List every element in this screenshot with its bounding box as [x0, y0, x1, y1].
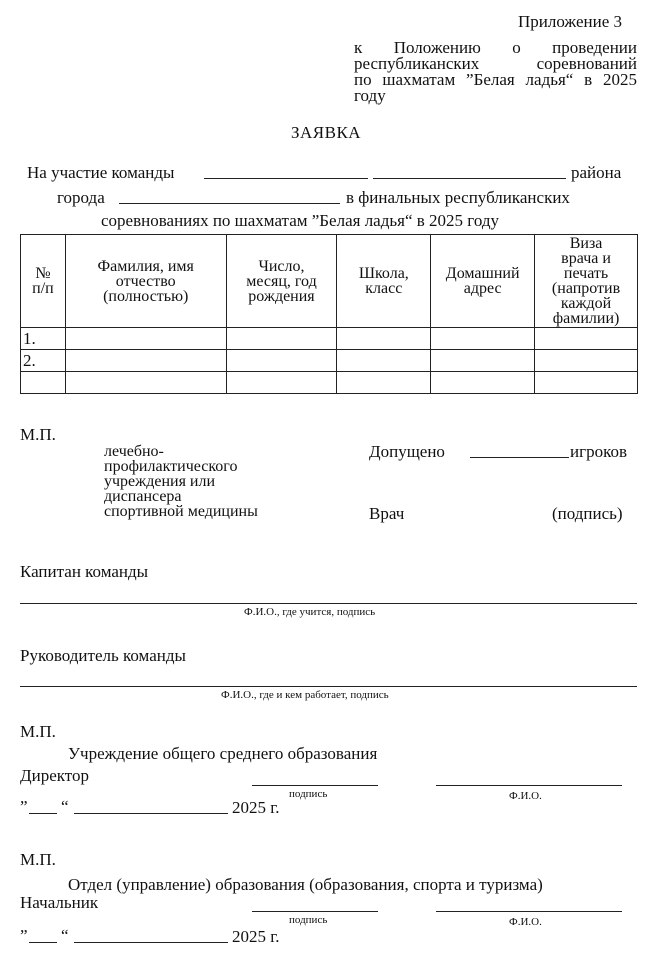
- date-open-quote: ”: [20, 926, 28, 945]
- table-cell[interactable]: [226, 350, 337, 372]
- department-year-label: 2025 г.: [232, 927, 280, 946]
- department-head-label: Начальник: [20, 893, 99, 912]
- captain-label: Капитан команды: [20, 562, 149, 581]
- head-name-caption: Ф.И.О.: [509, 916, 542, 928]
- director-signature-caption: подпись: [289, 788, 328, 800]
- appendix-ref-line: году: [354, 86, 386, 105]
- leader-label: Руководитель команды: [20, 646, 186, 665]
- doctor-label: Врач: [369, 504, 405, 523]
- admitted-label: Допущено: [369, 442, 445, 461]
- table-cell[interactable]: [535, 372, 638, 394]
- players-label: игроков: [570, 442, 627, 461]
- table-header-row: [21, 235, 638, 328]
- head-signature-line[interactable]: [252, 911, 378, 912]
- intro-district-label: района: [571, 163, 622, 182]
- director-name-caption: Ф.И.О.: [509, 790, 542, 802]
- leader-caption: Ф.И.О., где и кем работает, подпись: [221, 689, 389, 701]
- district-line[interactable]: [373, 178, 566, 179]
- table-cell[interactable]: [431, 328, 535, 350]
- intro-final-text: в финальных республиканских: [346, 188, 570, 207]
- director-signature-line[interactable]: [252, 785, 378, 786]
- table-cell[interactable]: [337, 372, 431, 394]
- appendix-ref-line: республиканских соревнований: [354, 54, 637, 73]
- table-cell-number: [21, 372, 66, 394]
- intro-team-label: На участие команды: [27, 163, 175, 182]
- school-year-label: 2025 г.: [232, 798, 280, 817]
- table-cell[interactable]: [431, 350, 535, 372]
- stamp-place-department: М.П.: [20, 850, 56, 869]
- school-director-label: Директор: [20, 766, 89, 785]
- table-row: [21, 350, 638, 372]
- table-cell[interactable]: [535, 350, 638, 372]
- table-cell[interactable]: [65, 372, 226, 394]
- head-name-line[interactable]: [436, 911, 622, 912]
- participants-table: [20, 234, 638, 394]
- table-row: [21, 328, 638, 350]
- date-open-quote: ”: [20, 797, 28, 816]
- date-close-quote: “: [61, 926, 69, 945]
- appendix-label: Приложение 3: [518, 12, 622, 31]
- stamp-place-medical: М.П.: [20, 425, 56, 444]
- intro-city-label: города: [57, 188, 105, 207]
- team-name-line[interactable]: [204, 178, 368, 179]
- header-full-name: Фамилия, имя отчество (полностью): [65, 235, 226, 328]
- appendix-ref-line: к Положению о проведении: [354, 38, 637, 57]
- school-institution-label: Учреждение общего среднего образования: [68, 744, 378, 763]
- header-school-class: Школа, класс: [337, 235, 431, 328]
- document-title: ЗАЯВКА: [291, 123, 362, 142]
- table-cell[interactable]: [337, 328, 431, 350]
- header-doctor-visa: Виза врача и печать (напротив каждой фамилии): [535, 235, 638, 328]
- table-cell[interactable]: [337, 350, 431, 372]
- date-month-line[interactable]: [74, 813, 228, 814]
- director-name-line[interactable]: [436, 785, 622, 786]
- head-signature-caption: подпись: [289, 914, 328, 926]
- table-row: [21, 372, 638, 394]
- date-day-line[interactable]: [29, 813, 57, 814]
- table-cell[interactable]: [65, 350, 226, 372]
- header-birth-date: Число, месяц, год рождения: [226, 235, 337, 328]
- table-cell[interactable]: [535, 328, 638, 350]
- appendix-ref-line: по шахматам ”Белая ладья“ в 2025: [354, 70, 637, 89]
- stamp-place-school: М.П.: [20, 722, 56, 741]
- header-home-address: Домашний адрес: [431, 235, 535, 328]
- city-line[interactable]: [119, 203, 340, 204]
- table-cell[interactable]: [226, 372, 337, 394]
- appendix-reference: [354, 40, 637, 104]
- table-cell[interactable]: [226, 328, 337, 350]
- date-close-quote: “: [61, 797, 69, 816]
- table-cell-number: 1.: [21, 328, 66, 350]
- captain-line[interactable]: [20, 603, 637, 604]
- captain-caption: Ф.И.О., где учится, подпись: [244, 606, 376, 618]
- leader-line[interactable]: [20, 686, 637, 687]
- table-cell-number: 2.: [21, 350, 66, 372]
- table-cell[interactable]: [65, 328, 226, 350]
- date-day-line[interactable]: [29, 942, 57, 943]
- medical-institution-label: лечебно- профилактического учреждения или диспансера спортивной медицины: [104, 443, 258, 520]
- admitted-count-line[interactable]: [470, 457, 569, 458]
- date-month-line[interactable]: [74, 942, 228, 943]
- intro-competition-text: соревнованиях по шахматам ”Белая ладья“ в 2025 году: [101, 211, 499, 230]
- department-institution-label: Отдел (управление) образования (образования, спорта и туризма): [68, 875, 543, 894]
- header-number: № п/п: [21, 235, 66, 328]
- table-cell[interactable]: [431, 372, 535, 394]
- doctor-signature-label: (подпись): [552, 504, 623, 523]
